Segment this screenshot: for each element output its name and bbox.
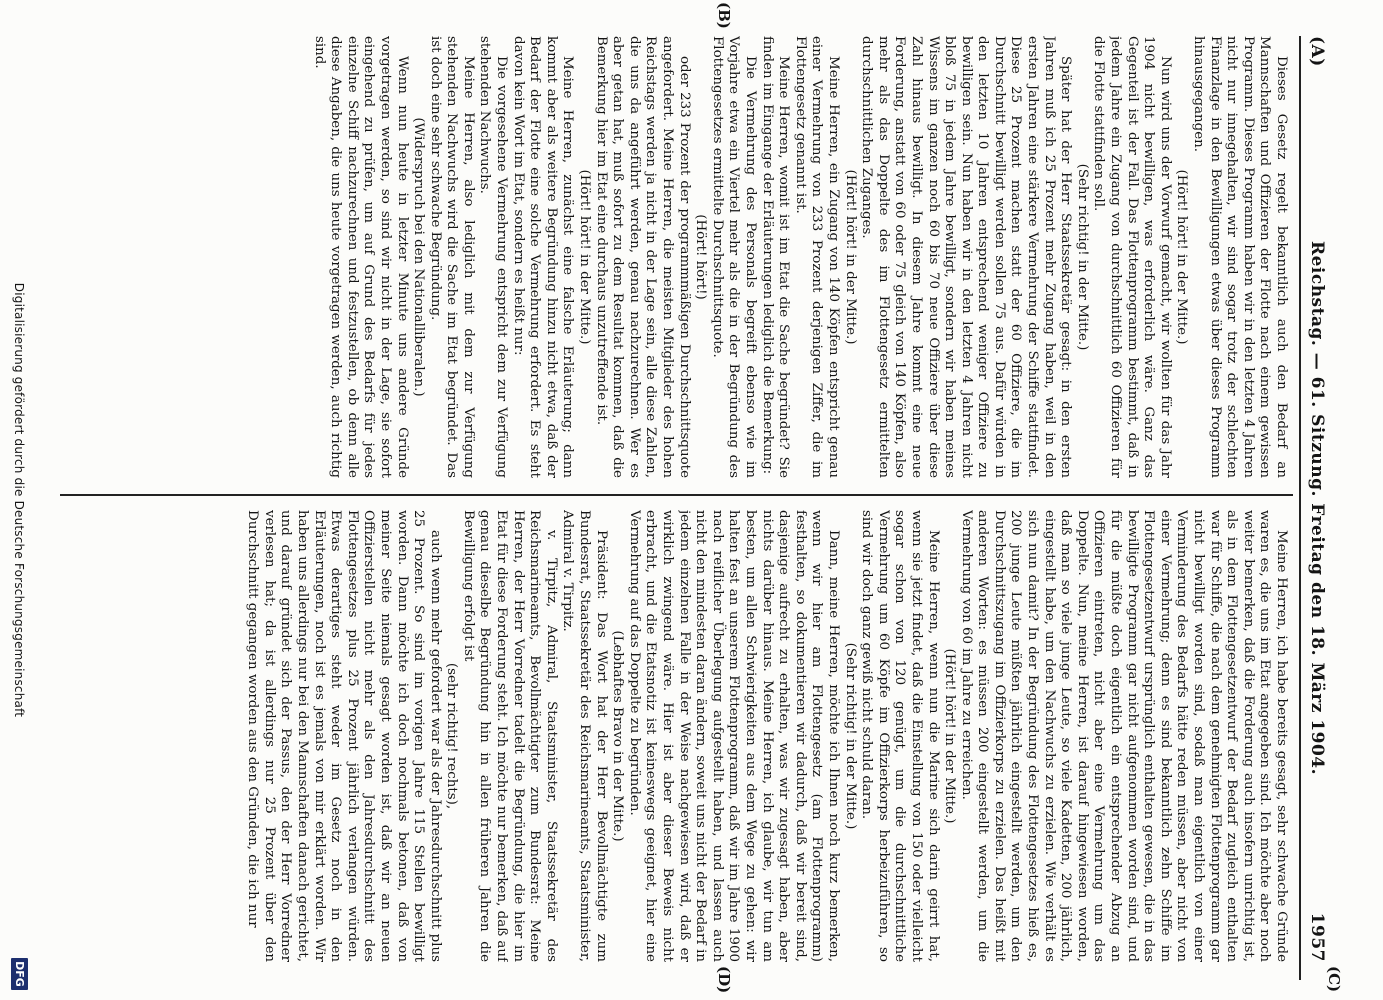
right-column <box>60 510 1289 962</box>
paragraph: oder 233 Prozent der programmmäßigen Durchschnittsquote angefordert. Meine Herren, die meisten Mitglieder des hohen Reichstags werden ja nicht in der Lage sein, alle diese Zahlen, die uns da angeführt werden, genau nachzurechnen. Wer es aber getan hat, muß sofort zu dem Resultat kommen, daß die Bemerkung hier im Etat eine durchaus unzutreffende ist. <box>593 36 692 478</box>
paragraph: Meine Herren, ein Zugang von 140 Köpfen entspricht genau einer Vermehrung von 233 Prozent derjenigen Ziffer, die im Flottengesetz genannt ist. <box>792 36 841 478</box>
paragraph: Wenn nun heute in letzter Minute uns andere Gründe vorgetragen werden, so sind wir nicht in der Lage, sie sofort eingehend zu prüfen, um auf Grund des Bedarfs für jedes einzelne Schiff nachzurechnen und festzustellen, ob denn alle diese Angaben, die uns heute vorgetragen werden, auch richtig sind. <box>311 36 410 478</box>
paragraph: (Hört! hört! in der Mitte.) <box>942 648 958 824</box>
paragraph: Die Vermehrung des Personals begreift ebenso wie im Vorjahre etwa ein Viertel mehr als die in der Begründung des Flottengesetzes ermittelte Durchschnittsquote. <box>709 36 758 478</box>
paragraph: (Lebhaftes Bravo in der Mitte.) <box>610 630 626 842</box>
running-title: Reichstag. — 61. Sitzung. Freitag den 18. März 1904. <box>1307 240 1327 776</box>
dfg-logo: DFG <box>11 958 28 990</box>
paragraph: Meine Herren, ich habe bereits gesagt, sehr schwache Gründe waren es, die uns im Etat angegeben sind. Ich möchte aber noch weiter bemerken, daß die Forderung auch insofern unrichtig ist, als in dem Flottengesetzentwurf der Bedarf zugleich enthalten war für Schiffe, die nach dem genehmigten Flottenprogramm gar nicht bewilligt worden sind, sodaß man eigentlich von einer Verminderung des Bedarfs hätte reden müssen, aber nicht von einer Vermehrung; denn es sind bekanntlich zehn Schiffe im Flottengesetzentwurf ursprünglich enthalten gewesen, die in das bewilligte Programm gar nicht aufgenommen worden sind, und für die müßte doch eigentlich ein entsprechender Abzug an Offizieren eintreten, nicht aber eine Vermehrung um das Doppelte. Nun, meine Herren, ist darauf hingewiesen worden, daß man so viele junge Leute, so viele Kadetten, 200 jährlich, eingestellt habe, um den Nachwuchs zu erzielen. Wie verhält es sich nun damit? In der Begründung des Flottengesetzes hieß es, 200 junge Leute müßten jährlich eingestellt werden, um den Durchschnittszugang im Offizierkorps zu erzielen. Das heißt mit anderen Worten: es müssen 200 eingestellt werden, um die Vermehrung von 60 im Jahre zu erreichen. <box>958 510 1289 962</box>
paragraph: Meine Herren, wenn nun die Marine sich darin geirrt hat, wenn sie jetzt findet, daß die Einstellung von 150 oder vielleicht sogar schon von 120 genügt, um die durchschnittliche Vermehrung um 60 Köpfe im Offizierkorps herbeizuführen, so sind wir doch ganz gewiß nicht schuld daran. <box>859 510 941 962</box>
paragraph: (Hört! hört! in der Mitte.) <box>1174 169 1190 345</box>
paragraph: (Hört! hört!) <box>693 214 709 300</box>
paragraph: Präsident: Das Wort hat der Herr Bevollmächtigte zum Bundesrat, Staatssekretär des Reichsmarineamts, Staatsminister, Admiral v. Tirpitz. <box>560 510 609 962</box>
paragraph: Nun wird uns der Vorwurf gemacht, wir wollten für das Jahr 1904 nicht bewilligen, was erforderlich wäre. Ganz das Gegenteil ist der Fall. Das Flottenprogramm bestimmt, daß in jedem Jahre ein Zugang von durchschnittlich 60 Offizieren für die Flotte stattfinden soll. <box>1091 36 1173 478</box>
paragraph: (Hört! hört! in der Mitte.) <box>577 169 593 345</box>
page-header <box>1307 36 1347 980</box>
margin-letter-d: (D) <box>715 966 733 994</box>
paragraph: (Hört! hört! in der Mitte.) <box>842 169 858 345</box>
header-rule <box>1299 36 1301 980</box>
margin-letter-a: (A) <box>1307 36 1327 67</box>
left-column <box>60 36 1289 478</box>
margin-letter-c: (C) <box>1325 966 1343 993</box>
column-divider <box>60 494 1293 496</box>
paragraph: v. Tirpitz, Admiral, Staatsminister, Staatssekretär des Reichsmarineamts, Bevollmächtigter zum Bundesrat: Meine Herren, der Herr Vorredner tadelt die Begründung, die hier im Etat für diese Forderung steht. Ich möchte nur bemerken, daß auf genau dieselbe Begründung hin in allen früheren Jahren die Bewilligung erfolgt ist <box>460 510 559 962</box>
paragraph: (Sehr richtig! in der Mitte.) <box>842 642 858 830</box>
paragraph: Später hat der Herr Staatssekretär gesagt: in den ersten Jahren muß ich 25 Prozent mehr Zugang haben, weil in den ersten Jahren eine stärkere Vermehrung der Schiffe stattfindet. Diese 25 Prozent machen statt der 60 Offiziere, die im Durchschnitt bewilligt werden sollen 75 aus. Dafür würden in den letzten 10 Jahren entsprechend weniger Offiziere zu bewilligen sein. Nun haben wir in den letzten 4 Jahren nicht bloß 75 in jedem Jahre bewilligt, sondern wir haben meines Wissens im ganzen noch 60 bis 70 neue Offiziere über diese Zahl hinaus bewilligt. In diesem Jahre kommt eine neue Forderung, anstatt von 60 oder 75 gleich von 140 Köpfen, also mehr als das Doppelte des im Flottengesetz ermittelten durchschnittlichen Zuganges. <box>859 36 1074 478</box>
paragraph: Meine Herren, also lediglich mit dem zur Verfügung stehenden Nachwuchs wird die Sache im Etat begründet. Das ist doch eine sehr schwache Begründung. <box>427 36 476 478</box>
paragraph: Meine Herren, womit ist im Etat die Sache begründet? Sie finden im Eingange der Erläuterungen lediglich die Bemerkung: <box>759 36 792 478</box>
paragraph: (Sehr richtig! in der Mitte.) <box>1074 163 1090 351</box>
paragraph: Die vorgesehene Vermehrung entspricht dem zur Verfügung stehenden Nachwuchs. <box>477 36 510 478</box>
paragraph: (Widerspruch bei den Nationalliberalen.) <box>411 117 427 397</box>
page-number: 1957 <box>1307 912 1327 962</box>
paragraph: auch wenn mehr gefordert war als der Jahresdurchschnitt plus 25 Prozent. So sind im vorigen Jahre 115 Stellen bewilligt worden. Dann möchte ich doch nochmals betonen, daß von meiner Seite niemals gesagt worden ist, daß wir an neuen Offizierstellen nicht mehr als den Jahresdurchschnitt des Flottengesetzes plus 25 Prozent jährlich verlangen würden. Etwas derartiges steht weder im Gesetz noch in den Erläuterungen, noch ist es jemals von mir erklärt worden. Wir haben uns allerdings nur bei den Mannschaften danach gerichtet, und darauf gründet sich der Passus, den der Herr Vorredner verlesen hat; da ist allerdings nur 25 Prozent über den Durchschnitt gegangen worden aus den Gründen, die ich nur <box>245 510 443 962</box>
paragraph: Meine Herren, zunächst eine falsche Erläuterung; dann kommt aber als weitere Begründung hinzu nicht etwa, daß der Bedarf der Flotte eine solche Vermehrung erfordert. Es steht davon kein Wort im Etat, sondern es heißt nur: <box>510 36 576 478</box>
paragraph: Dieses Gesetz regelt bekanntlich auch den Bedarf an Mannschaften und Offizieren der Flotte nach einem gewissen Programm. Dieses Programm haben wir in den letzten 4 Jahren nicht nur innegehalten, wir sind sogar trotz der schlechten Finanzlage in den Bewilligungen etwas über dieses Programm hinausgegangen. <box>1191 36 1289 478</box>
digitization-credit: Digitalisierung gefördert durch die Deutsche Forschungsgemeinschaft <box>12 282 26 718</box>
paragraph: Dann, meine Herren, möchte ich Ihnen noch kurz bemerken, wenn wir hier am Flottengesetz (am Flottenprogramm) festhalten, so dokumentieren wir dadurch, daß wir bereit sind, dasjenige aufrecht zu erhalten, was wir zugesagt haben, aber nichts darüber hinaus. Meine Herren, ich glaube, wir tun am besten, um allen Schwierigkeiten aus dem Wege zu gehen: wir halten fest an unserem Flottenprogramm, daß wir im Jahre 1900 nach reiflicher Überlegung aufgestellt haben, und lassen auch nicht den mindesten daran ändern, soweit uns nicht der Bedarf in jedem einzelnen Falle in der Weise nachgewiesen wird, daß er wirklich zwingend wäre. Hier ist aber dieser Beweis nicht erbracht, und die Etatsnotiz ist keineswegs geeignet, hier eine Vermehrung auf das Doppelte zu begründen. <box>626 510 841 962</box>
paragraph: (sehr richtig! rechts), <box>444 662 460 810</box>
margin-letter-b: (B) <box>715 2 733 29</box>
